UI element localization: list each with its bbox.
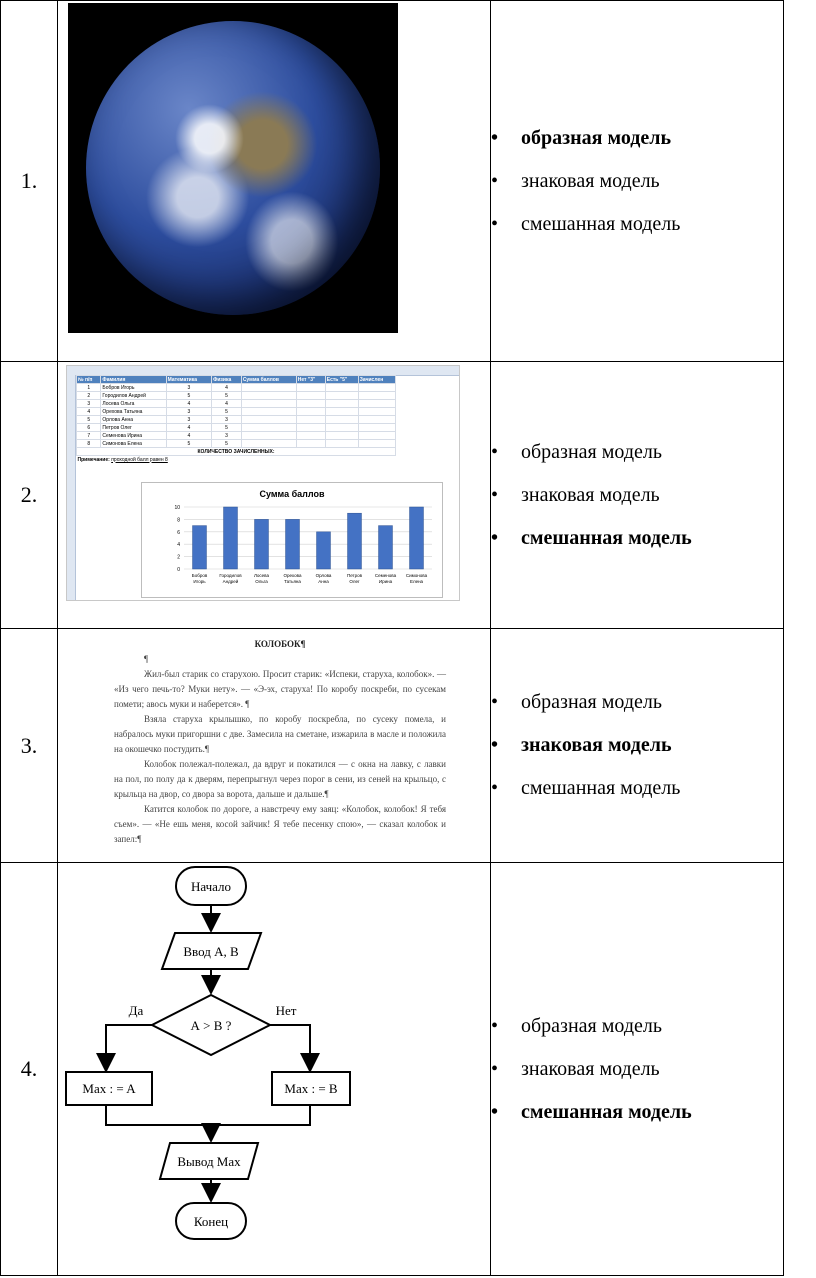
flow-arrow-yes [106, 1025, 152, 1069]
table-row-4 [1, 863, 784, 1276]
spreadsheet-grid [76, 375, 396, 463]
document-text [114, 637, 446, 847]
grid-cell [296, 392, 325, 400]
grid-cell [358, 432, 395, 440]
chart-category-label: Ирина [378, 579, 393, 584]
chart-bar [255, 519, 269, 569]
document-paragraph: Жил-был старик со старухою. Просит старик: «Испеки, старуха, колобок». — «Из чего печь-то? Муки нету». — «Э-эх, старуха! По коробу поскреби, по сусекам помети; авось муки и наберется». ¶ [114, 669, 446, 709]
grid-row [77, 392, 396, 400]
chart-y-tick-label: 4 [177, 542, 180, 549]
grid-body [77, 384, 396, 448]
grid-note-row [77, 456, 396, 464]
row-number: 4. [1, 863, 58, 1276]
grid-cell [358, 424, 395, 432]
chart-category-label: Орлова [315, 573, 332, 578]
grid-cell [325, 400, 358, 408]
earth-image-cell [58, 1, 491, 362]
grid-header-cell: Фамилия [101, 376, 166, 384]
document-image-cell [58, 629, 491, 863]
option-item[interactable]: • образная модель [491, 117, 783, 160]
grid-cell [325, 432, 358, 440]
grid-cell: 3 [212, 432, 242, 440]
table-row-1 [1, 1, 784, 362]
grid-cell [241, 416, 296, 424]
grid-cell [358, 416, 395, 424]
option-list [491, 431, 783, 560]
document-title: КОЛОБОК¶ [254, 639, 306, 649]
grid-cell: Симонова Елена [101, 440, 166, 448]
note-text: проходной балл равен 8 [111, 456, 168, 463]
grid-cell [241, 384, 296, 392]
flow-merge-line [106, 1105, 310, 1125]
flowchart [58, 863, 490, 1276]
note-cell [77, 456, 396, 464]
grid-cell [296, 400, 325, 408]
grid-cell [241, 408, 296, 416]
document-paragraph: Взяла старуха крылышко, по коробу поскребла, по сусеку помела, и набралось муки пригоршни с две. Замесила на сметане, изжарила в масле и положила на окошечко постудить.¶ [114, 714, 446, 754]
row-number: 1. [1, 1, 58, 362]
chart-category-label: Андрей [222, 579, 239, 584]
grid-cell: 4 [166, 400, 211, 408]
row-number: 3. [1, 629, 58, 863]
grid-cell: 4 [166, 424, 211, 432]
grid-cell [358, 400, 395, 408]
count-label: КОЛИЧЕСТВО ЗАЧИСЛЕННЫХ: [77, 448, 396, 456]
document-paragraph: ¶ [144, 654, 149, 664]
bar-chart-svg [142, 483, 442, 597]
flow-yes-label: Да [128, 1003, 144, 1018]
table-row-3 [1, 629, 784, 863]
grid-header-cell: Сумма баллов [241, 376, 296, 384]
option-item[interactable]: • смешанная модель [491, 1091, 783, 1134]
grid-row [77, 400, 396, 408]
grid-cell: 3 [166, 408, 211, 416]
grid-cell: Орехова Татьяна [101, 408, 166, 416]
flow-left-action-label: Max : = A [82, 1081, 136, 1096]
grid-header-cell: Есть "5" [325, 376, 358, 384]
earth-globe [86, 21, 380, 315]
grid-cell [241, 440, 296, 448]
grid-count-row [77, 448, 396, 456]
option-item[interactable]: • знаковая модель [491, 160, 783, 203]
chart-category-label: Ольга [255, 579, 268, 584]
chart-y-tick-label: 0 [177, 567, 180, 573]
grid-cell [296, 432, 325, 440]
grid-header-cell: Зачислен [358, 376, 395, 384]
flowchart-image-cell [58, 863, 491, 1276]
grid-header-cell: Математика [166, 376, 211, 384]
chart-bar [193, 526, 207, 569]
grid-cell: 5 [212, 424, 242, 432]
option-item[interactable]: • знаковая модель [491, 474, 783, 517]
chart-bar [379, 526, 393, 569]
chart-y-tick-label: 8 [177, 517, 180, 524]
option-item[interactable]: • смешанная модель [491, 203, 783, 246]
grid-cell [241, 432, 296, 440]
grid-row [77, 416, 396, 424]
option-item[interactable]: • знаковая модель [491, 724, 783, 767]
grid-cell: 5 [166, 440, 211, 448]
option-item[interactable]: • образная модель [491, 681, 783, 724]
grid-row [77, 432, 396, 440]
grid-cell: 1 [77, 384, 101, 392]
option-list [491, 1005, 783, 1134]
grid-cell [296, 408, 325, 416]
grid-cell [241, 424, 296, 432]
grid-cell [358, 384, 395, 392]
grid-cell [358, 392, 395, 400]
grid-header-cell: Физика [212, 376, 242, 384]
flow-condition-label: А > В ? [190, 1018, 232, 1033]
chart-category-label: Олег [349, 579, 360, 584]
chart-bar [317, 532, 331, 569]
options-cell [491, 1, 784, 362]
grid-cell: Городилов Андрей [101, 392, 166, 400]
chart-category-label: Орехова [283, 573, 302, 578]
grid-cell [296, 384, 325, 392]
chart-bar [286, 519, 300, 569]
grid-cell: 5 [212, 440, 242, 448]
chart-y-tick-label: 2 [177, 554, 180, 561]
grid-cell: 4 [212, 384, 242, 392]
grid-cell: 7 [77, 432, 101, 440]
grid-cell [325, 408, 358, 416]
option-item[interactable]: • знаковая модель [491, 1048, 783, 1091]
chart-category-label: Игорь [193, 579, 206, 584]
row-header-bar [67, 375, 76, 600]
document-paragraph: Катится колобок по дороге, а навстречу ему заяц: «Колобок, колобок! Я тебя съем». — «Не ешь меня, косой зайчик! Я тебе песенку спою», — сказал колобок и запел:¶ [114, 804, 446, 844]
grid-header-row [77, 376, 396, 384]
options-cell [491, 863, 784, 1276]
chart-category-label: Анна [318, 579, 329, 584]
chart-category-label: Елена [409, 579, 424, 584]
option-list [491, 681, 783, 810]
chart-category-label: Татьяна [284, 579, 301, 584]
grid-row [77, 384, 396, 392]
chart-category-label: Городилов [219, 573, 242, 578]
option-item[interactable]: • образная модель [491, 431, 783, 474]
chart-y-tick-label: 6 [177, 529, 180, 536]
grid-cell: 5 [77, 416, 101, 424]
grid-cell [325, 424, 358, 432]
chart-bar [348, 513, 362, 569]
grid-cell: 5 [166, 392, 211, 400]
flow-no-label: Нет [275, 1003, 297, 1018]
options-cell [491, 362, 784, 629]
grid-cell: 3 [166, 416, 211, 424]
grid-cell: 6 [77, 424, 101, 432]
grid-header-cell: № п/п [77, 376, 101, 384]
option-item[interactable]: • образная модель [491, 1005, 783, 1048]
grid-cell [296, 440, 325, 448]
table-row-2 [1, 362, 784, 629]
chart-category-label: Петров [346, 573, 363, 578]
grid-cell: 3 [212, 416, 242, 424]
grid-cell: 4 [77, 408, 101, 416]
flow-start-label: Начало [190, 879, 232, 894]
grid-cell: 3 [77, 400, 101, 408]
spreadsheet-screenshot [66, 365, 460, 601]
grid-cell [241, 400, 296, 408]
grid-cell [358, 440, 395, 448]
option-item[interactable]: • смешанная модель [491, 767, 783, 810]
grid-cell: Петров Олег [101, 424, 166, 432]
grid-row [77, 440, 396, 448]
grid-row [77, 424, 396, 432]
grid-cell: Орлова Анна [101, 416, 166, 424]
grid-cell [241, 392, 296, 400]
grid-cell: 2 [77, 392, 101, 400]
chart-category-label: Симонова [405, 573, 428, 578]
grid-cell [325, 384, 358, 392]
chart-y-tick-label: 10 [174, 505, 180, 511]
grid-cell [296, 416, 325, 424]
grid-header-cell: Нет "3" [296, 376, 325, 384]
bar-chart [141, 482, 443, 598]
row-number: 2. [1, 362, 58, 629]
grid-cell: Семенова Ирина [101, 432, 166, 440]
grid-cell: 5 [212, 408, 242, 416]
grid-cell: Лосева Ольга [101, 400, 166, 408]
options-cell [491, 629, 784, 863]
chart-category-label: Бобров [191, 573, 208, 578]
chart-bar [410, 507, 424, 569]
chart-category-label: Лосева [253, 573, 270, 578]
flow-output-label: Вывод Max [177, 1154, 241, 1169]
chart-title: Сумма баллов [259, 489, 325, 499]
grid-cell: Бобров Игорь [101, 384, 166, 392]
grid-cell: 4 [166, 432, 211, 440]
flow-right-action-label: Max : = B [284, 1081, 338, 1096]
flow-input-label: Ввод А, В [183, 944, 239, 959]
document-paragraph: Колобок полежал-полежал, да вдруг и покатился — с окна на лавку, с лавки на пол, по полу да к дверям, перепрыгнул через порог в сени, из сеней на крыльцо, с крыльца на двор, со двора за ворота, дальше и дальше.¶ [114, 759, 446, 799]
chart-category-label: Семенова [374, 573, 397, 578]
grid-row [77, 408, 396, 416]
grid-cell: 4 [212, 400, 242, 408]
grid-cell [325, 392, 358, 400]
grid-cell: 8 [77, 440, 101, 448]
chart-bar [224, 507, 238, 569]
spreadsheet-image-cell [58, 362, 491, 629]
grid-cell [358, 408, 395, 416]
flow-end-label: Конец [193, 1214, 229, 1229]
grid-cell [325, 440, 358, 448]
earth-photo [68, 3, 398, 333]
option-list [491, 117, 783, 246]
flow-arrow-no [270, 1025, 310, 1069]
note-label: Примечание: [77, 456, 110, 463]
grid-cell [296, 424, 325, 432]
grid-cell: 5 [212, 392, 242, 400]
option-item[interactable]: • смешанная модель [491, 517, 783, 560]
grid-cell: 3 [166, 384, 211, 392]
grid-cell [325, 416, 358, 424]
